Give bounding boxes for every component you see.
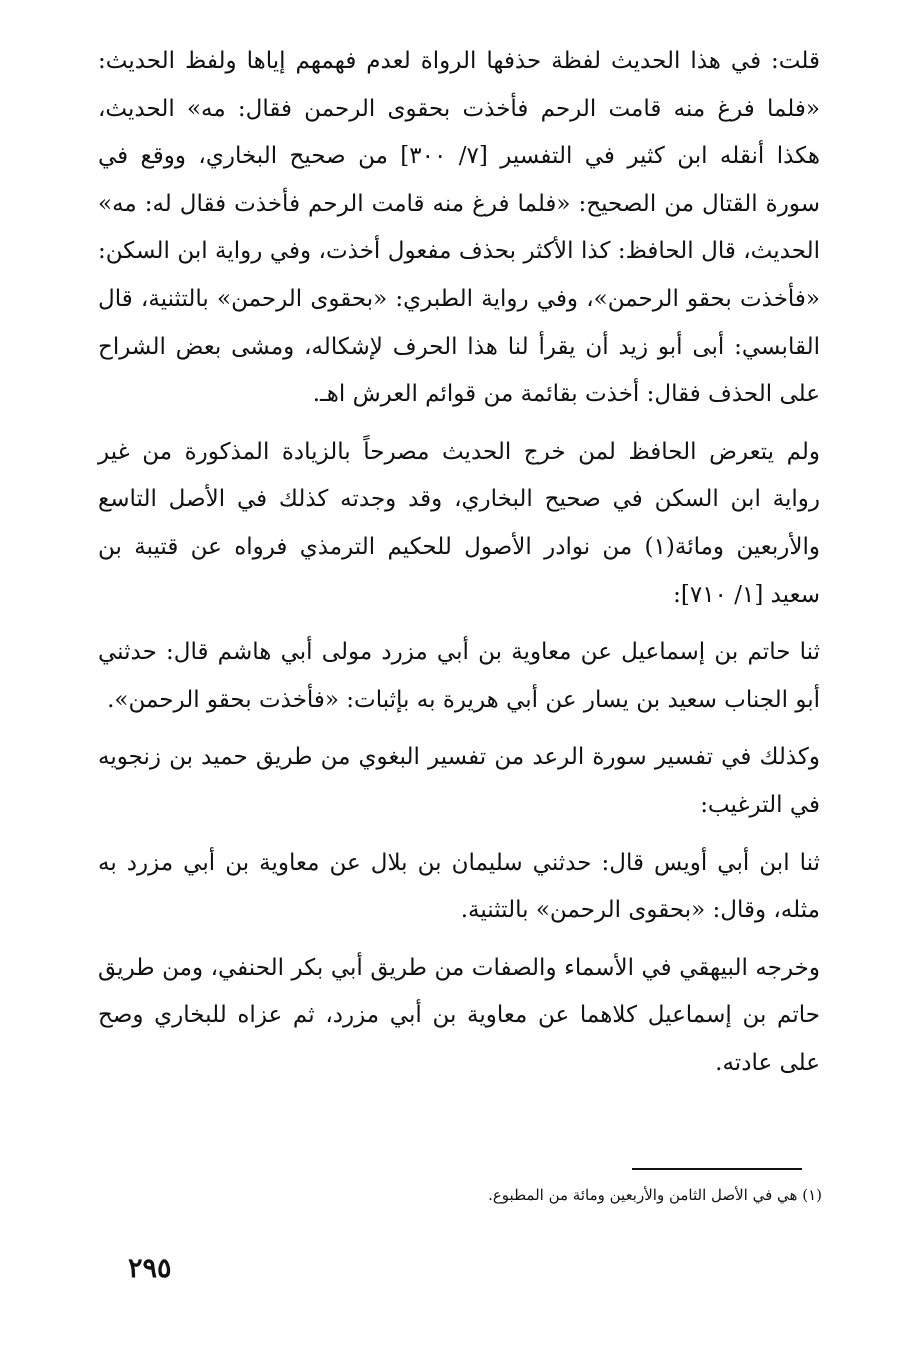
paragraph-5: ثنا ابن أبي أويس قال: حدثني سليمان بن بلال عن معاوية بن أبي مزرد به مثله، وقال: «بحقوى الرحمن» بالتثنية. (98, 849, 820, 924)
paragraph-1: قلت: في هذا الحديث لفظة حذفها الرواة لعدم فهمهم إياها ولفظ الحديث: «فلما فرغ منه قامت الرحم فأخذت بحقوى الرحمن فقال: مه» الحديث، هكذا أنقله ابن كثير في التفسير [٧/ ٣٠٠] من صحيح البخاري، ووقع في سورة القتال من الصحيح: «فلما فرغ منه قامت الرحم فأخذت فقال له: مه» الحديث، قال الحافظ: كذا الأكثر بحذف مفعول أخذت، وفي رواية ابن السكن: «فأخذت بحقو الرحمن»، وفي رواية الطبري: «بحقوى الرحمن» بالتثنية، قال القابسي: أبى أبو زيد أن يقرأ لنا هذا الحرف لإشكاله، ومشى بعض الشراح على الحذف فقال: أخذت بقائمة من قوائم العرش اهـ. (98, 48, 820, 408)
paragraph-3: ثنا حاتم بن إسماعيل عن معاوية بن أبي مزرد مولى أبي هاشم قال: حدثني أبو الجناب سعيد بن يسار عن أبي هريرة به بإثبات: «فأخذت بحقو الرحمن». (98, 639, 820, 713)
page-number: ٢٩٥ (128, 1253, 172, 1284)
paragraph-2: ولم يتعرض الحافظ لمن خرج الحديث مصرحاً بالزيادة المذكورة من غير رواية ابن السكن في صحيح البخاري، وقد وجدته كذلك في الأصل التاسع والأربعين ومائة(١) من نوادر الأصول للحكيم الترمذي فرواه عن قتيبة بن سعيد [١/ ٧١٠]: (98, 438, 820, 608)
paragraph-4: وكذلك في تفسير سورة الرعد من تفسير البغوي من طريق حميد بن زنجويه في الترغيب: (98, 744, 820, 818)
footnote-divider (632, 1168, 802, 1170)
main-text (98, 38, 820, 1087)
paragraph-6: وخرجه البيهقي في الأسماء والصفات من طريق أبي بكر الحنفي، ومن طريق حاتم بن إسماعيل كلاهما عن معاوية بن أبي مزرد، ثم عزاه للبخاري وصح على عادته. (98, 954, 820, 1076)
footnote: (١) هي في الأصل الثامن والأربعين ومائة من المطبوع. (488, 1186, 822, 1204)
